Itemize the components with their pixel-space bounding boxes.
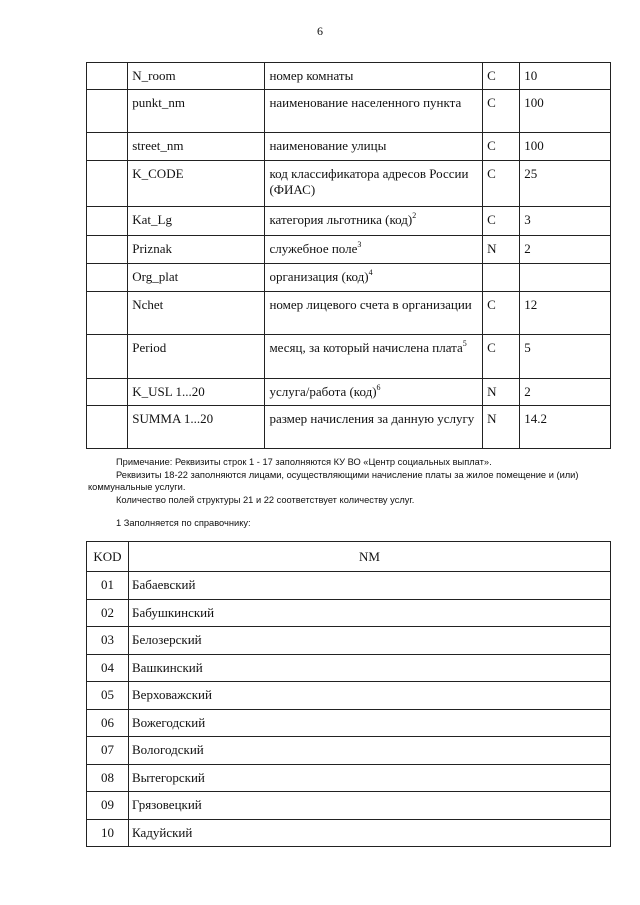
field-name-cell: N_room — [128, 63, 265, 90]
footnote-ref: 2 — [412, 210, 417, 220]
district-code-cell: 10 — [87, 819, 129, 847]
field-length-cell: 2 — [520, 379, 611, 406]
table-row — [87, 819, 611, 847]
field-desc-text: размер начисления за данную услугу — [269, 411, 475, 426]
table-row — [87, 682, 611, 710]
table-row — [87, 379, 611, 406]
field-type-cell: C — [483, 161, 520, 207]
district-name-cell: Белозерский — [129, 627, 611, 655]
field-length-cell: 10 — [520, 63, 611, 90]
field-desc-cell — [265, 264, 483, 292]
field-name-cell: street_nm — [128, 133, 265, 161]
district-name-cell: Вологодский — [129, 737, 611, 765]
row-spacer-cell — [87, 161, 128, 207]
table-row — [87, 264, 611, 292]
field-desc-cell — [265, 406, 483, 449]
field-length-cell: 12 — [520, 292, 611, 335]
field-name-cell: Kat_Lg — [128, 207, 265, 236]
field-desc-cell — [265, 90, 483, 133]
field-length-cell: 100 — [520, 90, 611, 133]
field-type-cell: C — [483, 90, 520, 133]
note-line: Количество полей структуры 21 и 22 соответствует количеству услуг. — [116, 494, 415, 505]
field-desc-cell — [265, 292, 483, 335]
footnote-ref: 3 — [357, 239, 362, 249]
district-code-cell: 06 — [87, 709, 129, 737]
table-row — [87, 63, 611, 90]
footnote-ref: 6 — [376, 382, 381, 392]
field-type-cell: C — [483, 292, 520, 335]
field-name-cell: K_CODE — [128, 161, 265, 207]
field-type-cell: C — [483, 63, 520, 90]
field-desc-text: номер комнаты — [269, 68, 354, 83]
row-spacer-cell — [87, 379, 128, 406]
header-name: NM — [129, 542, 611, 572]
field-name-cell: Priznak — [128, 236, 265, 264]
notes-block — [88, 456, 613, 506]
field-desc-text: наименование населенного пункта — [269, 95, 462, 110]
row-spacer-cell — [87, 292, 128, 335]
table-row — [87, 161, 611, 207]
row-spacer-cell — [87, 406, 128, 449]
district-name-cell: Грязовецкий — [129, 792, 611, 820]
field-name-cell: Nchet — [128, 292, 265, 335]
row-spacer-cell — [87, 90, 128, 133]
table-row — [87, 627, 611, 655]
table-row — [87, 764, 611, 792]
row-spacer-cell — [87, 63, 128, 90]
footnote-ref: 4 — [368, 267, 373, 277]
header-code: KOD — [87, 542, 129, 572]
district-code-cell: 04 — [87, 654, 129, 682]
district-name-cell: Кадуйский — [129, 819, 611, 847]
table-row — [87, 572, 611, 600]
field-desc-text: организация (код) — [269, 269, 369, 284]
district-code-cell: 01 — [87, 572, 129, 600]
field-length-cell — [520, 264, 611, 292]
field-desc-text: наименование улицы — [269, 138, 387, 153]
district-code-cell: 08 — [87, 764, 129, 792]
table-row — [87, 406, 611, 449]
field-desc-cell — [265, 379, 483, 406]
field-desc-text: код классификатора адресов России (ФИАС) — [269, 166, 469, 197]
field-type-cell: N — [483, 236, 520, 264]
table-row — [87, 133, 611, 161]
table-row — [87, 335, 611, 379]
row-spacer-cell — [87, 264, 128, 292]
table-row — [87, 90, 611, 133]
field-desc-cell — [265, 63, 483, 90]
field-type-cell: N — [483, 379, 520, 406]
district-name-cell: Верховажский — [129, 682, 611, 710]
page-number: 6 — [317, 24, 323, 38]
footnote-ref: 5 — [462, 338, 467, 348]
districts-table — [86, 541, 611, 847]
district-code-cell: 02 — [87, 599, 129, 627]
field-length-cell: 5 — [520, 335, 611, 379]
district-name-cell: Бабушкинский — [129, 599, 611, 627]
field-desc-text: услуга/работа (код) — [269, 384, 377, 399]
district-code-cell: 05 — [87, 682, 129, 710]
field-desc-text: месяц, за который начислена плата — [269, 340, 463, 355]
field-desc-cell — [265, 133, 483, 161]
table-row — [87, 292, 611, 335]
table-row — [87, 792, 611, 820]
field-type-cell: N — [483, 406, 520, 449]
field-desc-cell — [265, 335, 483, 379]
field-desc-cell — [265, 236, 483, 264]
districts-header-row — [87, 542, 611, 572]
field-length-cell: 3 — [520, 207, 611, 236]
field-desc-text: категория льготника (код) — [269, 212, 413, 227]
district-name-cell: Вожегодский — [129, 709, 611, 737]
row-spacer-cell — [87, 335, 128, 379]
field-name-cell: SUMMA 1...20 — [128, 406, 265, 449]
field-desc-cell — [265, 161, 483, 207]
field-name-cell: Period — [128, 335, 265, 379]
field-type-cell: C — [483, 207, 520, 236]
district-name-cell: Вытегорский — [129, 764, 611, 792]
district-name-cell: Вашкинский — [129, 654, 611, 682]
field-desc-text: служебное поле — [269, 241, 358, 256]
field-length-cell: 14.2 — [520, 406, 611, 449]
row-spacer-cell — [87, 236, 128, 264]
row-spacer-cell — [87, 133, 128, 161]
field-length-cell: 2 — [520, 236, 611, 264]
field-name-cell: punkt_nm — [128, 90, 265, 133]
note-line: Реквизиты 18-22 заполняются лицами, осуществляющими начисление платы за жилое помещение и (или) коммунальные услуги. — [88, 469, 579, 492]
table-row — [87, 709, 611, 737]
field-name-cell: Org_plat — [128, 264, 265, 292]
table-row — [87, 207, 611, 236]
district-name-cell: Бабаевский — [129, 572, 611, 600]
table-row — [87, 236, 611, 264]
district-code-cell: 03 — [87, 627, 129, 655]
field-type-cell: C — [483, 133, 520, 161]
district-code-cell: 09 — [87, 792, 129, 820]
field-length-cell: 25 — [520, 161, 611, 207]
field-desc-cell — [265, 207, 483, 236]
reference-note: 1 Заполняется по справочнику: — [116, 518, 251, 528]
district-code-cell: 07 — [87, 737, 129, 765]
field-desc-text: номер лицевого счета в организации — [269, 297, 472, 312]
field-type-cell — [483, 264, 520, 292]
row-spacer-cell — [87, 207, 128, 236]
field-type-cell: C — [483, 335, 520, 379]
field-length-cell: 100 — [520, 133, 611, 161]
field-name-cell: K_USL 1...20 — [128, 379, 265, 406]
table-row — [87, 599, 611, 627]
note-line: Примечание: Реквизиты строк 1 - 17 заполняются КУ ВО «Центр социальных выплат». — [116, 457, 492, 467]
table-row — [87, 737, 611, 765]
fields-table — [86, 62, 611, 449]
table-row — [87, 654, 611, 682]
